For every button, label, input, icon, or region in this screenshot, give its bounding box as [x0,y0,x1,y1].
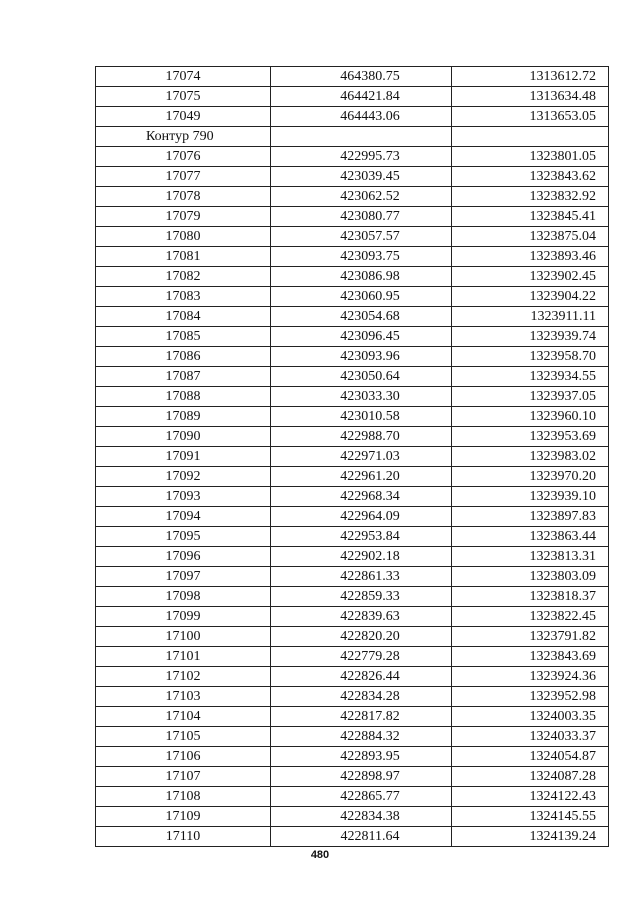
table-row [96,247,609,267]
y-coordinate-cell: 1323801.05 [452,147,609,167]
x-coordinate-cell: 422893.95 [271,747,452,767]
x-coordinate-cell: 423086.98 [271,267,452,287]
point-number-cell: 17103 [96,687,271,707]
x-coordinate-cell: 423039.45 [271,167,452,187]
point-number-cell: 17084 [96,307,271,327]
point-number-cell: 17090 [96,427,271,447]
y-coordinate-cell: 1324054.87 [452,747,609,767]
y-coordinate-cell: 1323818.37 [452,587,609,607]
x-coordinate-cell: 422861.33 [271,567,452,587]
x-coordinate-cell: 422826.44 [271,667,452,687]
x-coordinate-cell: 422953.84 [271,527,452,547]
point-number-cell: 17080 [96,227,271,247]
table-row [96,307,609,327]
y-coordinate-cell: 1323875.04 [452,227,609,247]
x-coordinate-cell: 422961.20 [271,467,452,487]
y-coordinate-cell: 1323911.11 [452,307,609,327]
x-coordinate-cell: 422902.18 [271,547,452,567]
y-coordinate-cell: 1324003.35 [452,707,609,727]
table-row [96,707,609,727]
y-coordinate-cell: 1323832.92 [452,187,609,207]
x-coordinate-cell: 422995.73 [271,147,452,167]
point-number-cell: 17099 [96,607,271,627]
table-row [96,747,609,767]
y-coordinate-cell: 1324087.28 [452,767,609,787]
table-row [96,467,609,487]
y-coordinate-cell: 1323983.02 [452,447,609,467]
point-number-cell: 17089 [96,407,271,427]
empty-cell [271,127,452,147]
y-coordinate-cell: 1323843.69 [452,647,609,667]
y-coordinate-cell: 1323937.05 [452,387,609,407]
table-row [96,567,609,587]
x-coordinate-cell: 422839.63 [271,607,452,627]
x-coordinate-cell: 423093.96 [271,347,452,367]
x-coordinate-cell: 422834.38 [271,807,452,827]
x-coordinate-cell: 423093.75 [271,247,452,267]
y-coordinate-cell: 1323893.46 [452,247,609,267]
table-row [96,187,609,207]
table-row [96,287,609,307]
table-row [96,687,609,707]
table-row [96,267,609,287]
point-number-cell: 17104 [96,707,271,727]
x-coordinate-cell: 422811.64 [271,827,452,847]
x-coordinate-cell: 422859.33 [271,587,452,607]
x-coordinate-cell: 422884.32 [271,727,452,747]
table-row [96,627,609,647]
point-number-cell: 17093 [96,487,271,507]
table-row [96,347,609,367]
table-row [96,607,609,627]
point-number-cell: 17081 [96,247,271,267]
y-coordinate-cell: 1323822.45 [452,607,609,627]
x-coordinate-cell: 422964.09 [271,507,452,527]
table-row [96,227,609,247]
y-coordinate-cell: 1323952.98 [452,687,609,707]
table-row [96,527,609,547]
y-coordinate-cell: 1323904.22 [452,287,609,307]
table-row [96,87,609,107]
y-coordinate-cell: 1324139.24 [452,827,609,847]
point-number-cell: 17097 [96,567,271,587]
x-coordinate-cell: 422988.70 [271,427,452,447]
contour-header-row [96,127,609,147]
x-coordinate-cell: 423050.64 [271,367,452,387]
empty-cell [452,127,609,147]
table-row [96,147,609,167]
y-coordinate-cell: 1313612.72 [452,67,609,87]
x-coordinate-cell: 422817.82 [271,707,452,727]
point-number-cell: 17082 [96,267,271,287]
coordinates-table [95,66,609,847]
point-number-cell: 17096 [96,547,271,567]
point-number-cell: 17088 [96,387,271,407]
point-number-cell: 17076 [96,147,271,167]
y-coordinate-cell: 1324033.37 [452,727,609,747]
x-coordinate-cell: 423096.45 [271,327,452,347]
point-number-cell: 17079 [96,207,271,227]
y-coordinate-cell: 1323902.45 [452,267,609,287]
y-coordinate-cell: 1323803.09 [452,567,609,587]
table-row [96,327,609,347]
y-coordinate-cell: 1313653.05 [452,107,609,127]
x-coordinate-cell: 423080.77 [271,207,452,227]
x-coordinate-cell: 423010.58 [271,407,452,427]
point-number-cell: 17083 [96,287,271,307]
x-coordinate-cell: 464443.06 [271,107,452,127]
x-coordinate-cell: 422834.28 [271,687,452,707]
point-number-cell: 17102 [96,667,271,687]
table-row [96,67,609,87]
y-coordinate-cell: 1324122.43 [452,787,609,807]
point-number-cell: 17108 [96,787,271,807]
y-coordinate-cell: 1323924.36 [452,667,609,687]
table-row [96,447,609,467]
x-coordinate-cell: 422820.20 [271,627,452,647]
point-number-cell: 17075 [96,87,271,107]
point-number-cell: 17086 [96,347,271,367]
point-number-cell: 17094 [96,507,271,527]
y-coordinate-cell: 1323813.31 [452,547,609,567]
point-number-cell: 17085 [96,327,271,347]
y-coordinate-cell: 1324145.55 [452,807,609,827]
x-coordinate-cell: 422898.97 [271,767,452,787]
x-coordinate-cell: 423033.30 [271,387,452,407]
y-coordinate-cell: 1323939.10 [452,487,609,507]
page-number: 480 [310,849,330,861]
table-row [96,407,609,427]
point-number-cell: 17095 [96,527,271,547]
coordinates-table-body [96,67,609,847]
y-coordinate-cell: 1323958.70 [452,347,609,367]
point-number-cell: 17078 [96,187,271,207]
x-coordinate-cell: 422865.77 [271,787,452,807]
point-number-cell: 17105 [96,727,271,747]
point-number-cell: 17106 [96,747,271,767]
table-row [96,207,609,227]
point-number-cell: 17077 [96,167,271,187]
y-coordinate-cell: 1323960.10 [452,407,609,427]
table-row [96,667,609,687]
table-row [96,547,609,567]
y-coordinate-cell: 1323845.41 [452,207,609,227]
table-row [96,387,609,407]
contour-label: Контур 790 [96,127,271,147]
table-row [96,827,609,847]
point-number-cell: 17109 [96,807,271,827]
table-row [96,167,609,187]
y-coordinate-cell: 1313634.48 [452,87,609,107]
table-row [96,427,609,447]
x-coordinate-cell: 422971.03 [271,447,452,467]
point-number-cell: 17101 [96,647,271,667]
table-row [96,507,609,527]
table-row [96,787,609,807]
x-coordinate-cell: 464380.75 [271,67,452,87]
y-coordinate-cell: 1323863.44 [452,527,609,547]
point-number-cell: 17098 [96,587,271,607]
x-coordinate-cell: 423060.95 [271,287,452,307]
y-coordinate-cell: 1323970.20 [452,467,609,487]
point-number-cell: 17074 [96,67,271,87]
point-number-cell: 17091 [96,447,271,467]
x-coordinate-cell: 422968.34 [271,487,452,507]
table-row [96,367,609,387]
table-row [96,107,609,127]
y-coordinate-cell: 1323791.82 [452,627,609,647]
x-coordinate-cell: 464421.84 [271,87,452,107]
point-number-cell: 17110 [96,827,271,847]
y-coordinate-cell: 1323934.55 [452,367,609,387]
table-row [96,487,609,507]
point-number-cell: 17100 [96,627,271,647]
point-number-cell: 17092 [96,467,271,487]
y-coordinate-cell: 1323953.69 [452,427,609,447]
x-coordinate-cell: 422779.28 [271,647,452,667]
x-coordinate-cell: 423062.52 [271,187,452,207]
y-coordinate-cell: 1323897.83 [452,507,609,527]
table-row [96,767,609,787]
table-row [96,807,609,827]
x-coordinate-cell: 423057.57 [271,227,452,247]
y-coordinate-cell: 1323843.62 [452,167,609,187]
point-number-cell: 17049 [96,107,271,127]
table-row [96,727,609,747]
point-number-cell: 17107 [96,767,271,787]
table-row [96,647,609,667]
point-number-cell: 17087 [96,367,271,387]
y-coordinate-cell: 1323939.74 [452,327,609,347]
table-row [96,587,609,607]
x-coordinate-cell: 423054.68 [271,307,452,327]
